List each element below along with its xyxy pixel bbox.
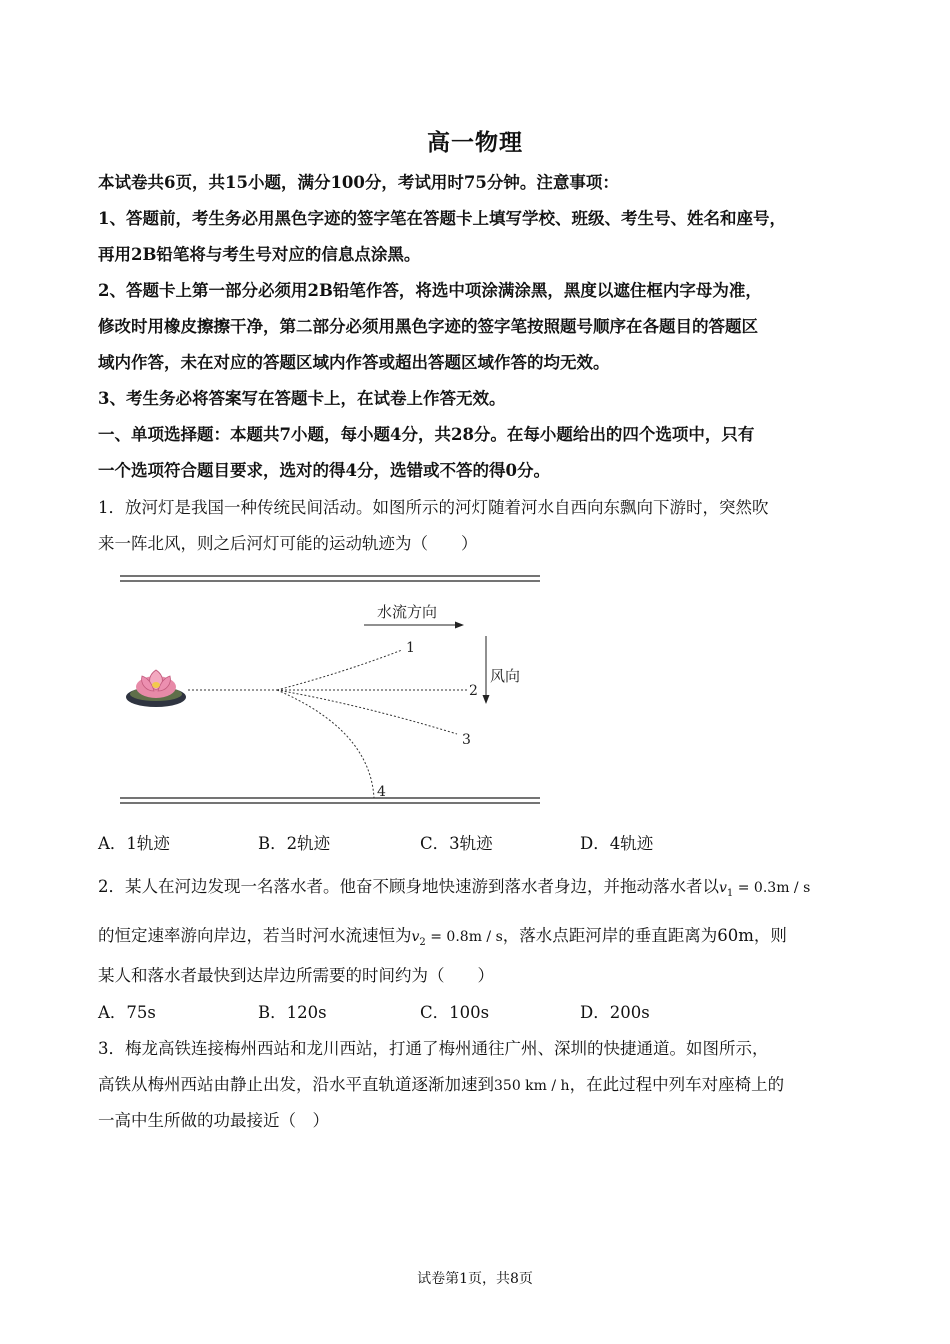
option-d: D．4轨迹 — [580, 834, 654, 853]
trajectory-2-label: 2 — [469, 683, 478, 699]
option-b: B．120s — [258, 1003, 327, 1022]
question-2-text — [98, 876, 858, 905]
trajectory-4-label: 4 — [377, 784, 386, 800]
formula-v1-symbol: v — [719, 880, 727, 896]
wind-direction-label: 风向 — [490, 667, 521, 685]
option-c: C．3轨迹 — [420, 834, 493, 853]
note-line: 3、考生务必将答案写在答题卡上，在试卷上作答无效。 — [98, 389, 506, 408]
question-1-text: 1．放河灯是我国一种传统民间活动。如图所示的河灯随着河水自西向东飘向下游时，突然吹 — [98, 498, 769, 517]
note-line: 1、答题前，考生务必用黑色字迹的签字笔在答题卡上填写学校、班级、考生号、姓名和座号， — [98, 209, 786, 228]
question-2-line1: 2．某人在河边发现一名落水者。他奋不顾身地快速游到落水者身边，并拖动落水者以 — [98, 877, 719, 896]
question-2-line2a: 的恒定速率游向岸边，若当时河水流速恒为 — [98, 926, 412, 945]
option-d: D．200s — [580, 1003, 650, 1022]
formula-v2 — [411, 929, 503, 948]
note-line: 域内作答，未在对应的答题区域内作答或超出答题区域作答的均无效。 — [98, 353, 610, 372]
option-a: A．1轨迹 — [98, 834, 170, 853]
lotus-lantern-icon — [126, 670, 186, 707]
page-title: 高一物理 — [427, 129, 523, 156]
formula-speed: 350 km / h — [494, 1078, 570, 1094]
question-2-line2b: ，落水点距河岸的垂直距离为60m，则 — [502, 926, 787, 945]
question-3-text — [98, 1074, 858, 1097]
note-line: 2、答题卡上第一部分必须用2B铅笔作答，将选中项涂满涂黑，黑度以遮住框内字母为准， — [98, 281, 762, 300]
river-lantern-figure — [112, 570, 552, 810]
question-3-text: 3．梅龙高铁连接梅州西站和龙川西站，打通了梅州通往广州、深圳的快捷通道。如图所示， — [98, 1039, 769, 1058]
formula-v2-symbol: v — [411, 929, 420, 945]
formula-v1-subscript: 1 — [726, 887, 734, 899]
formula-v1-value: = 0.3m / s — [733, 880, 811, 896]
question-2-text — [98, 925, 858, 954]
intro-text: 本试卷共6页，共15小题，满分100分，考试用时75分钟。注意事项： — [98, 173, 619, 192]
formula-v2-subscript: 2 — [419, 936, 426, 948]
question-2-text: 某人和落水者最快到达岸边所需要的时间约为（ ） — [98, 966, 494, 985]
note-line: 修改时用橡皮擦擦干净，第二部分必须用黑色字迹的签字笔按照题号顺序在各题目的答题区 — [98, 317, 758, 336]
trajectory-1-label: 1 — [406, 640, 415, 656]
formula-v2-value: = 0.8m / s — [425, 929, 503, 945]
trajectory-3-label: 3 — [462, 732, 471, 748]
note-line: 再用2B铅笔将与考生号对应的信息点涂黑。 — [98, 245, 421, 264]
section-heading: 一、单项选择题：本题共7小题，每小题4分，共28分。在每小题给出的四个选项中，只有 — [98, 425, 755, 444]
option-a: A．75s — [98, 1003, 156, 1022]
trajectory-4 — [277, 690, 374, 798]
question-1-text: 来一阵北风，则之后河灯可能的运动轨迹为（ ） — [98, 534, 478, 553]
formula-v1 — [719, 880, 811, 899]
question-3-text: 一高中生所做的功最接近（ ） — [98, 1111, 329, 1130]
question-3-line2a: 高铁从梅州西站由静止出发，沿水平直轨道逐渐加速到 — [98, 1075, 494, 1094]
option-b: B．2轨迹 — [258, 834, 331, 853]
page-footer: 试卷第1页，共8页 — [417, 1271, 533, 1287]
trajectory-1 — [277, 650, 402, 690]
wind-arrow-head — [483, 695, 490, 704]
flow-direction-label: 水流方向 — [377, 603, 438, 621]
question-3-line2b: ，在此过程中列车对座椅上的 — [569, 1075, 785, 1094]
section-heading: 一个选项符合题目要求，选对的得4分，选错或不答的得0分。 — [98, 461, 550, 480]
trajectory-3 — [277, 690, 457, 734]
option-c: C．100s — [420, 1003, 490, 1022]
flow-arrow-head — [455, 622, 464, 629]
